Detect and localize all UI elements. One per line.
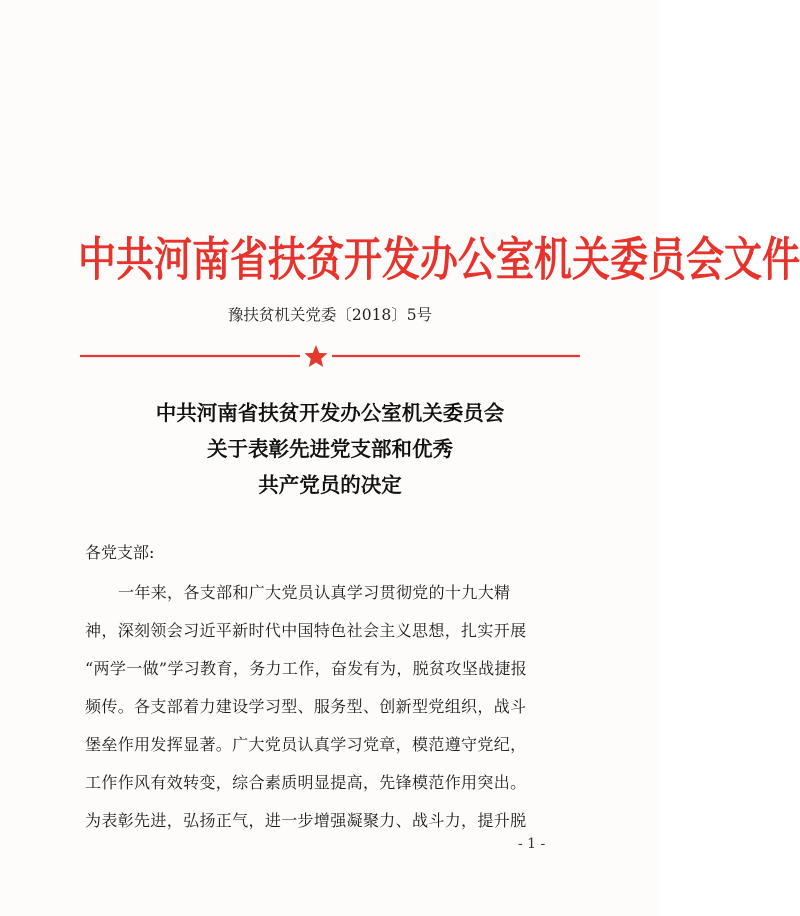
page-number: - 1 - — [518, 836, 546, 852]
red-divider — [80, 342, 580, 370]
title-line: 中共河南省扶贫开发办公室机关委员会 — [155, 401, 505, 425]
title-line: 共产党员的决定 — [258, 473, 402, 497]
title-line: 关于表彰先进党支部和优秀 — [207, 437, 453, 461]
body-line: 一年来，各支部和广大党员认真学习贯彻党的十九大精 — [118, 583, 511, 602]
body-line: 为表彰先进，弘扬正气，进一步增强凝聚力、战斗力，提升脱 — [85, 811, 527, 830]
body-line: 工作作风有效转变，综合素质明显提高，先锋模范作用突出。 — [85, 773, 527, 792]
document-header-title: 中共河南省扶贫开发办公室机关委员会文件 — [78, 231, 800, 287]
body-line: “两学一做”学习教育，务力工作，奋发有为，脱贫攻坚战捷报 — [85, 659, 528, 678]
body-line: 频传。各支部着力建设学习型、服务型、创新型党组织，战斗 — [85, 697, 527, 716]
body-line: 神，深刻领会习近平新时代中国特色社会主义思想，扎实开展 — [85, 621, 527, 640]
salutation: 各党支部: — [85, 543, 155, 562]
star-icon — [304, 345, 327, 367]
document-number: 豫扶贫机关党委〔2018〕5号 — [227, 306, 433, 324]
body-line: 堡垒作用发挥显著。广大党员认真学习党章，模范遵守党纪， — [85, 735, 527, 754]
decision-title — [0, 395, 660, 503]
